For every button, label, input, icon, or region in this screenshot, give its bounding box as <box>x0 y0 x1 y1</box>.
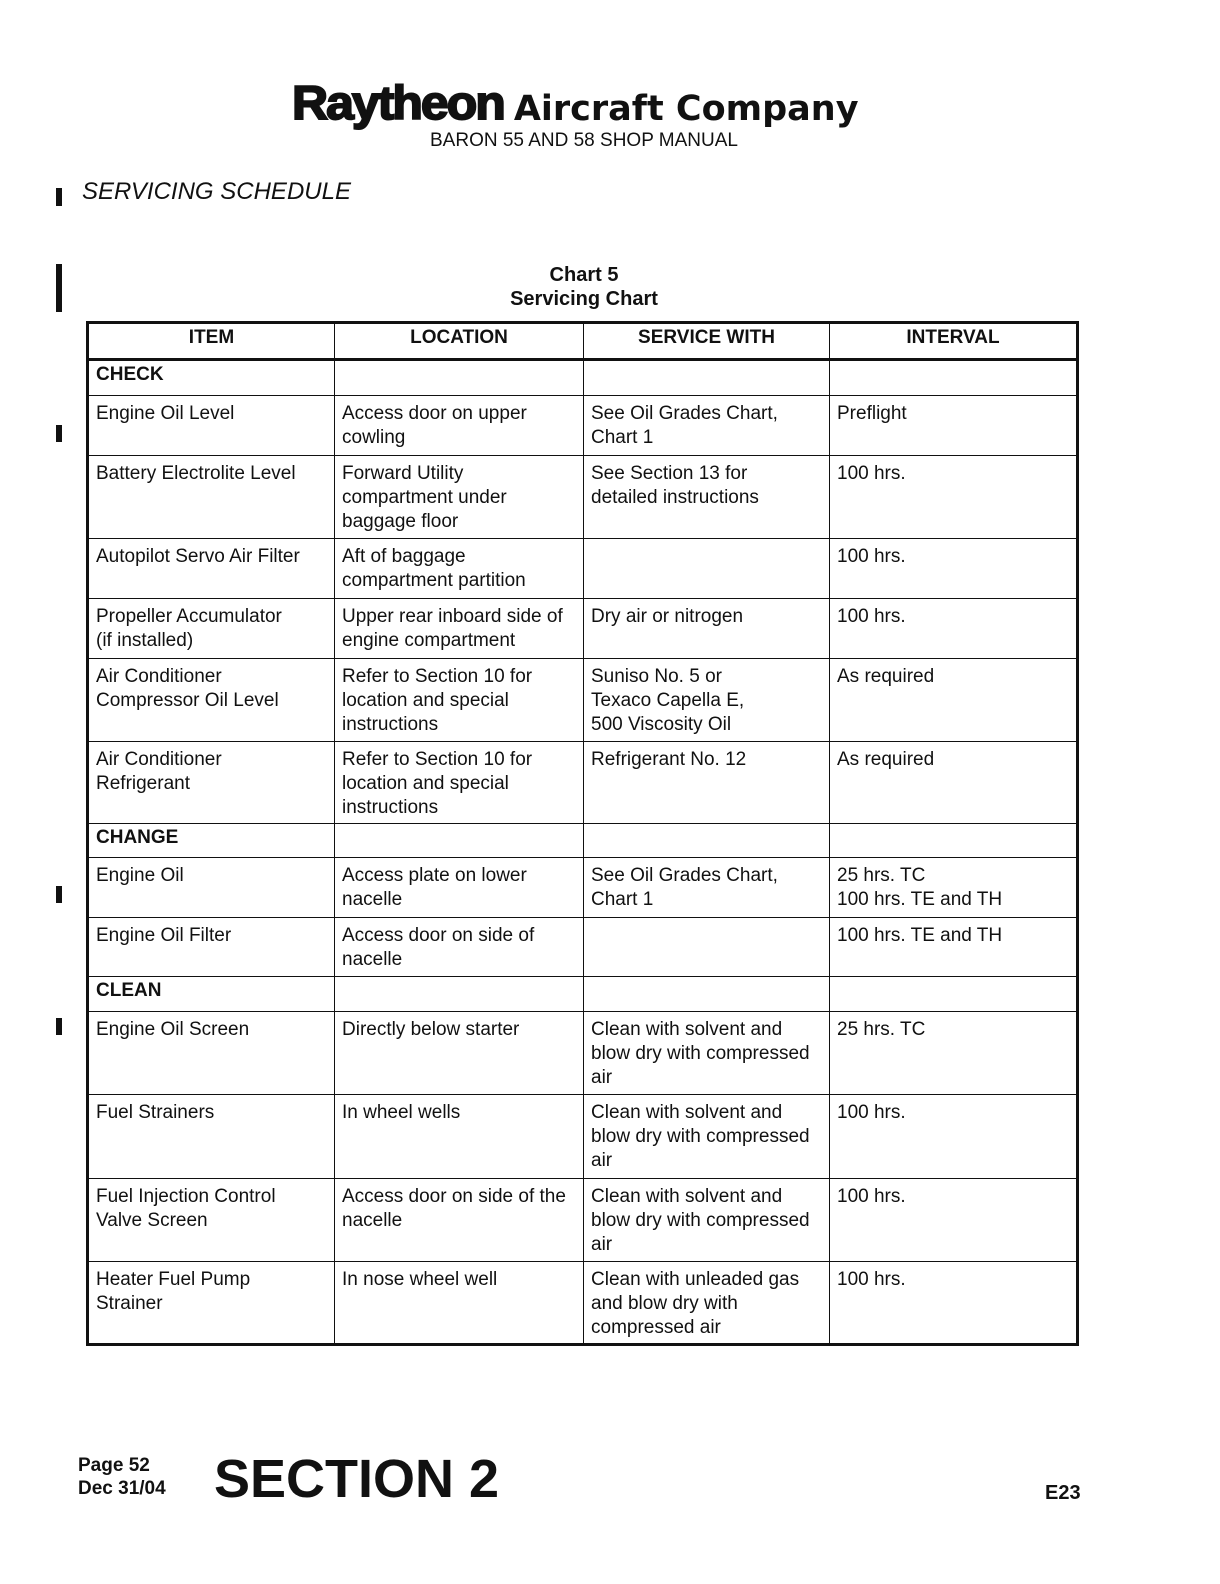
cell-service-with: Clean with unleaded gas and blow dry with compressed air <box>584 1262 830 1345</box>
cell-service-with: Refrigerant No. 12 <box>584 742 830 824</box>
table-row <box>88 918 1078 977</box>
cell-location: Aft of baggage compartment partition <box>335 539 584 599</box>
cell-item: Engine Oil <box>88 858 335 918</box>
column-header-item: ITEM <box>88 323 335 360</box>
raytheon-logo <box>292 74 859 132</box>
cell-location: In nose wheel well <box>335 1262 584 1345</box>
empty-cell <box>584 824 830 858</box>
group-label: CLEAN <box>88 977 335 1012</box>
table-row <box>88 1262 1078 1345</box>
group-row <box>88 824 1078 858</box>
cell-item: Engine Oil Screen <box>88 1012 335 1095</box>
cell-location: Access door on side of the nacelle <box>335 1179 584 1262</box>
empty-cell <box>335 360 584 396</box>
cell-service-with: Clean with solvent and blow dry with compressed air <box>584 1095 830 1179</box>
page-info <box>78 1454 166 1500</box>
table-header-row <box>88 323 1078 360</box>
cell-location: Forward Utility compartment under baggage floor <box>335 456 584 539</box>
cell-service-with: See Oil Grades Chart, Chart 1 <box>584 858 830 918</box>
group-label: CHECK <box>88 360 335 396</box>
group-label: CHANGE <box>88 824 335 858</box>
logo-company: Aircraft Company <box>513 89 859 129</box>
cell-location: In wheel wells <box>335 1095 584 1179</box>
page-number: Page 52 <box>78 1455 150 1476</box>
column-header-location: LOCATION <box>335 323 584 360</box>
cell-interval: 100 hrs. <box>830 539 1078 599</box>
cell-item: Engine Oil Filter <box>88 918 335 977</box>
chart-number: Chart 5 <box>549 264 619 286</box>
table-row <box>88 742 1078 824</box>
cell-item: Battery Electrolite Level <box>88 456 335 539</box>
cell-location: Access plate on lower nacelle <box>335 858 584 918</box>
table-row <box>88 1179 1078 1262</box>
manual-subtitle: BARON 55 AND 58 SHOP MANUAL <box>430 130 738 151</box>
cell-service-with: Dry air or nitrogen <box>584 599 830 659</box>
table-row <box>88 1095 1078 1179</box>
cell-item: Engine Oil Level <box>88 396 335 456</box>
cell-item: Air Conditioner Compressor Oil Level <box>88 659 335 742</box>
change-bar <box>56 886 62 903</box>
document-code: E23 <box>1045 1482 1081 1504</box>
empty-cell <box>830 977 1078 1012</box>
cell-item: Autopilot Servo Air Filter <box>88 539 335 599</box>
cell-location: Directly below starter <box>335 1012 584 1095</box>
page-date: Dec 31/04 <box>78 1478 166 1499</box>
cell-location: Access door on upper cowling <box>335 396 584 456</box>
cell-item: Propeller Accumulator (if installed) <box>88 599 335 659</box>
cell-item: Heater Fuel Pump Strainer <box>88 1262 335 1345</box>
chart-title: Servicing Chart <box>510 288 658 310</box>
cell-location: Refer to Section 10 for location and special instructions <box>335 659 584 742</box>
empty-cell <box>830 360 1078 396</box>
cell-interval: 25 hrs. TC 100 hrs. TE and TH <box>830 858 1078 918</box>
cell-interval: As required <box>830 742 1078 824</box>
table-row <box>88 456 1078 539</box>
change-bar <box>56 425 62 442</box>
cell-interval: 100 hrs. TE and TH <box>830 918 1078 977</box>
cell-service-with: Clean with solvent and blow dry with compressed air <box>584 1179 830 1262</box>
empty-cell <box>335 977 584 1012</box>
cell-service-with: Clean with solvent and blow dry with compressed air <box>584 1012 830 1095</box>
group-row <box>88 360 1078 396</box>
cell-location: Access door on side of nacelle <box>335 918 584 977</box>
section-heading: SERVICING SCHEDULE <box>82 178 351 205</box>
cell-service-with <box>584 918 830 977</box>
table-row <box>88 539 1078 599</box>
table-row <box>88 659 1078 742</box>
section-label: SECTION 2 <box>214 1449 500 1509</box>
change-bar <box>56 1018 62 1035</box>
empty-cell <box>584 360 830 396</box>
cell-location: Refer to Section 10 for location and special instructions <box>335 742 584 824</box>
group-row <box>88 977 1078 1012</box>
cell-item: Fuel Injection Control Valve Screen <box>88 1179 335 1262</box>
cell-interval: 100 hrs. <box>830 1095 1078 1179</box>
column-header-service-with: SERVICE WITH <box>584 323 830 360</box>
cell-interval: 100 hrs. <box>830 1262 1078 1345</box>
logo-brand: Raytheon <box>292 76 504 130</box>
table-row <box>88 396 1078 456</box>
change-bar <box>56 188 62 206</box>
column-header-interval: INTERVAL <box>830 323 1078 360</box>
table-row <box>88 599 1078 659</box>
cell-item: Air Conditioner Refrigerant <box>88 742 335 824</box>
cell-item: Fuel Strainers <box>88 1095 335 1179</box>
cell-service-with: See Oil Grades Chart, Chart 1 <box>584 396 830 456</box>
cell-interval: Preflight <box>830 396 1078 456</box>
cell-service-with <box>584 539 830 599</box>
cell-location: Upper rear inboard side of engine compartment <box>335 599 584 659</box>
empty-cell <box>830 824 1078 858</box>
servicing-chart-table <box>86 321 1079 1346</box>
cell-interval: 100 hrs. <box>830 1179 1078 1262</box>
cell-interval: As required <box>830 659 1078 742</box>
empty-cell <box>335 824 584 858</box>
empty-cell <box>584 977 830 1012</box>
table-row <box>88 858 1078 918</box>
cell-interval: 100 hrs. <box>830 456 1078 539</box>
cell-interval: 100 hrs. <box>830 599 1078 659</box>
cell-service-with: Suniso No. 5 or Texaco Capella E, 500 Viscosity Oil <box>584 659 830 742</box>
cell-service-with: See Section 13 for detailed instructions <box>584 456 830 539</box>
cell-interval: 25 hrs. TC <box>830 1012 1078 1095</box>
table-row <box>88 1012 1078 1095</box>
